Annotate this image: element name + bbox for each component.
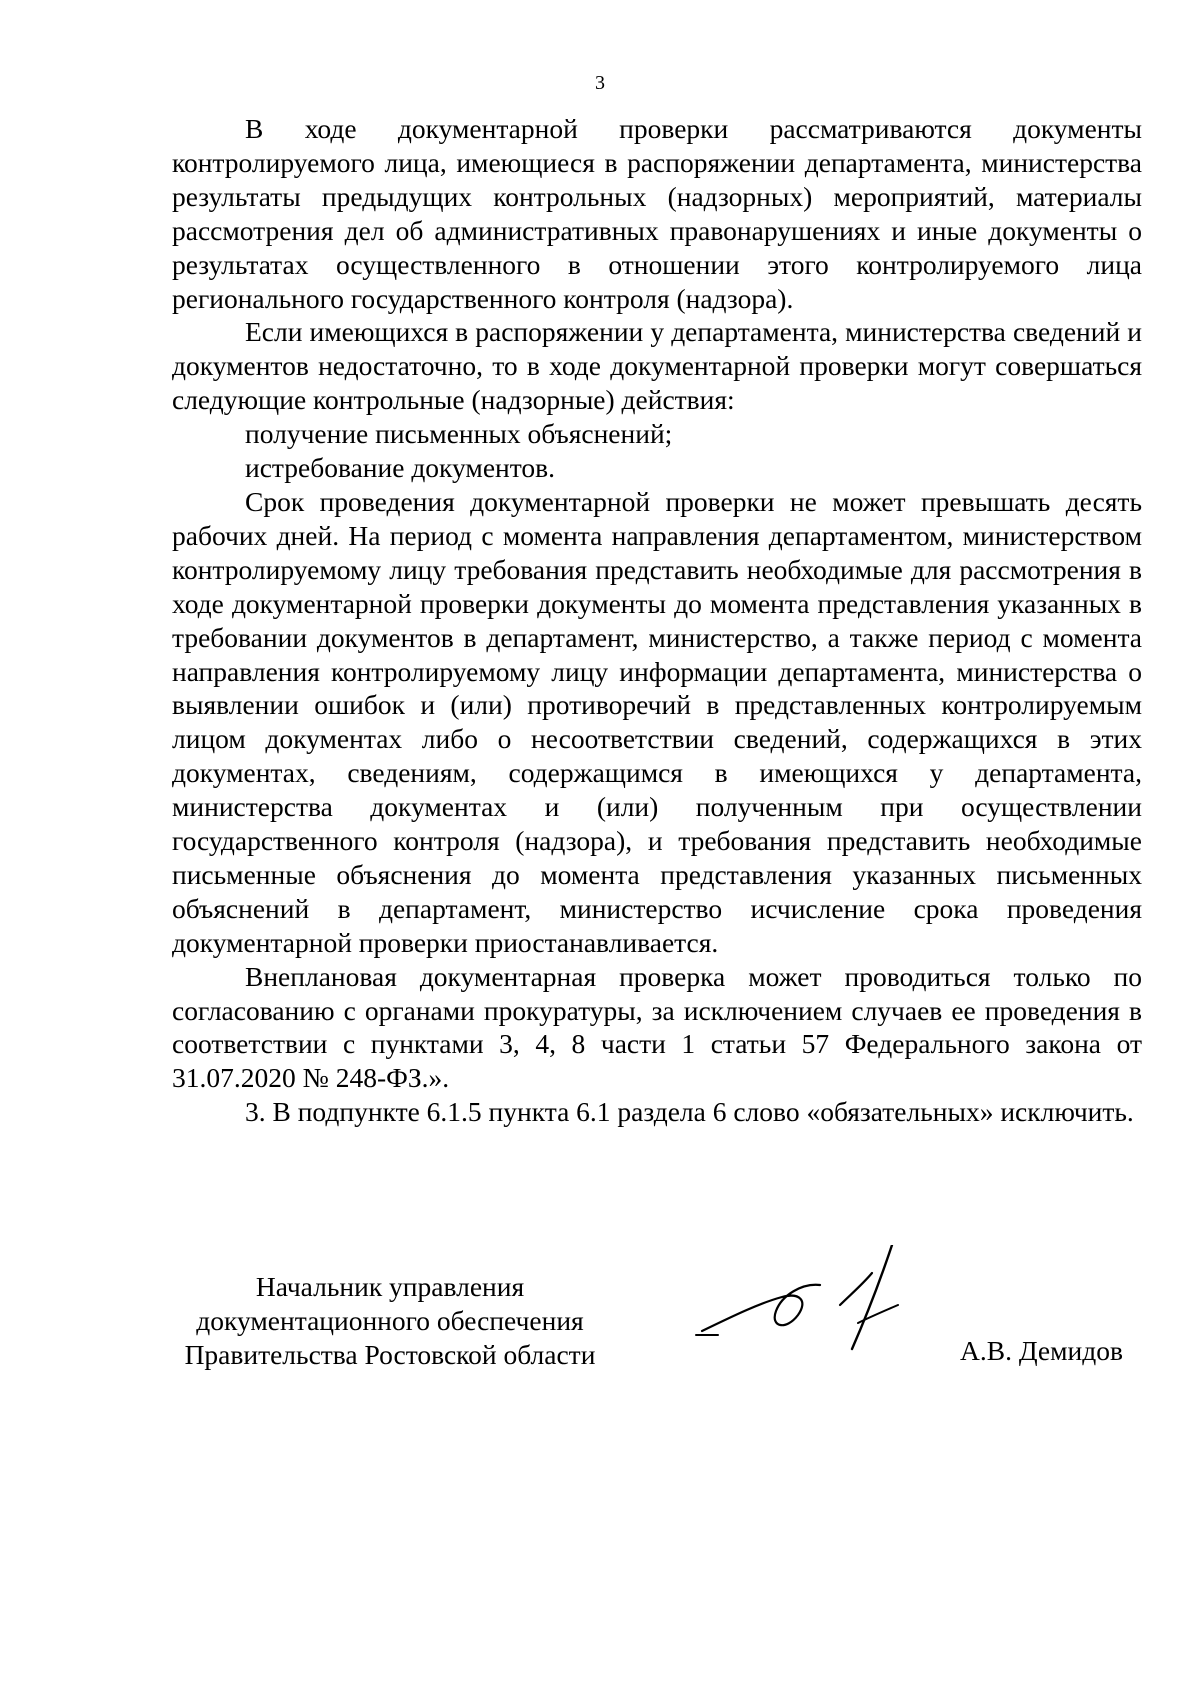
signatory-name: А.В. Демидов [960, 1335, 1123, 1366]
signatory-title-line: Правительства Ростовской области [184, 1339, 596, 1370]
paragraph-documentary-check-scope: В ходе документарной проверки рассматриваются документы контролируемого лица, имеющиеся в распоряжении департамента, министерства результаты предыдущих контрольных (надзорных) мероприятий, материалы рассмотрения дел об административных правонарушениях и иные документы о результатах осуществленного в отношении этого контролируемого лица регионального государственного контроля (надзора). [172, 113, 1142, 314]
paragraph-check-duration: Срок проведения документарной проверки не может превышать десять рабочих дней. На период с момента направления департаментом, министерством контролируемому лицу требования представить необходимые для рассмотрения в ходе документарной проверки документы до момента представления указанных в требовании документов в департамент, министерство, а также период с момента направления контролируемому лицу информации департамента, министерства о выявлении ошибок и (или) противоречий в представленных контролируемым лицом документах либо о несоответствии сведений, содержащихся в этих документах, сведениям, содержащимся в имеющихся у департамента, министерства документах и (или) полученным при осуществлении государственного контроля (надзора), и требования представить необходимые письменные объяснения до момента представления указанных письменных объяснений в департамент, министерство исчисление срока проведения документарной проверки приостанавливается. [172, 485, 1142, 958]
paragraph-insufficient-documents: Если имеющихся в распоряжении у департамента, министерства сведений и документов недостаточно, то в ходе документарной проверки могут совершаться следующие контрольные (надзорные) действия: [172, 316, 1142, 416]
list-item-written-explanations: получение письменных объяснений; [245, 418, 673, 450]
page-number: 3 [595, 72, 605, 94]
signatory-title-line: Начальник управления [255, 1271, 525, 1302]
signatory-title-line: документационного обеспечения [196, 1305, 584, 1336]
document-body [172, 112, 1142, 1129]
handwritten-signature [690, 1245, 940, 1355]
signatory-title [170, 1270, 610, 1372]
paragraph-item-3: 3. В подпункте 6.1.5 пункта 6.1 раздела 6 слово «обязательных» исключить. [245, 1096, 1134, 1128]
list-item-document-request: истребование документов. [245, 452, 556, 484]
paragraph-unscheduled-check: Внеплановая документарная проверка может проводиться только по согласованию с органами прокуратуры, за исключением случаев ее проведения в соответствии с пунктами 3, 4, 8 части 1 статьи 57 Федерального закона от 31.07.2020 № 248-ФЗ.». [172, 960, 1142, 1094]
